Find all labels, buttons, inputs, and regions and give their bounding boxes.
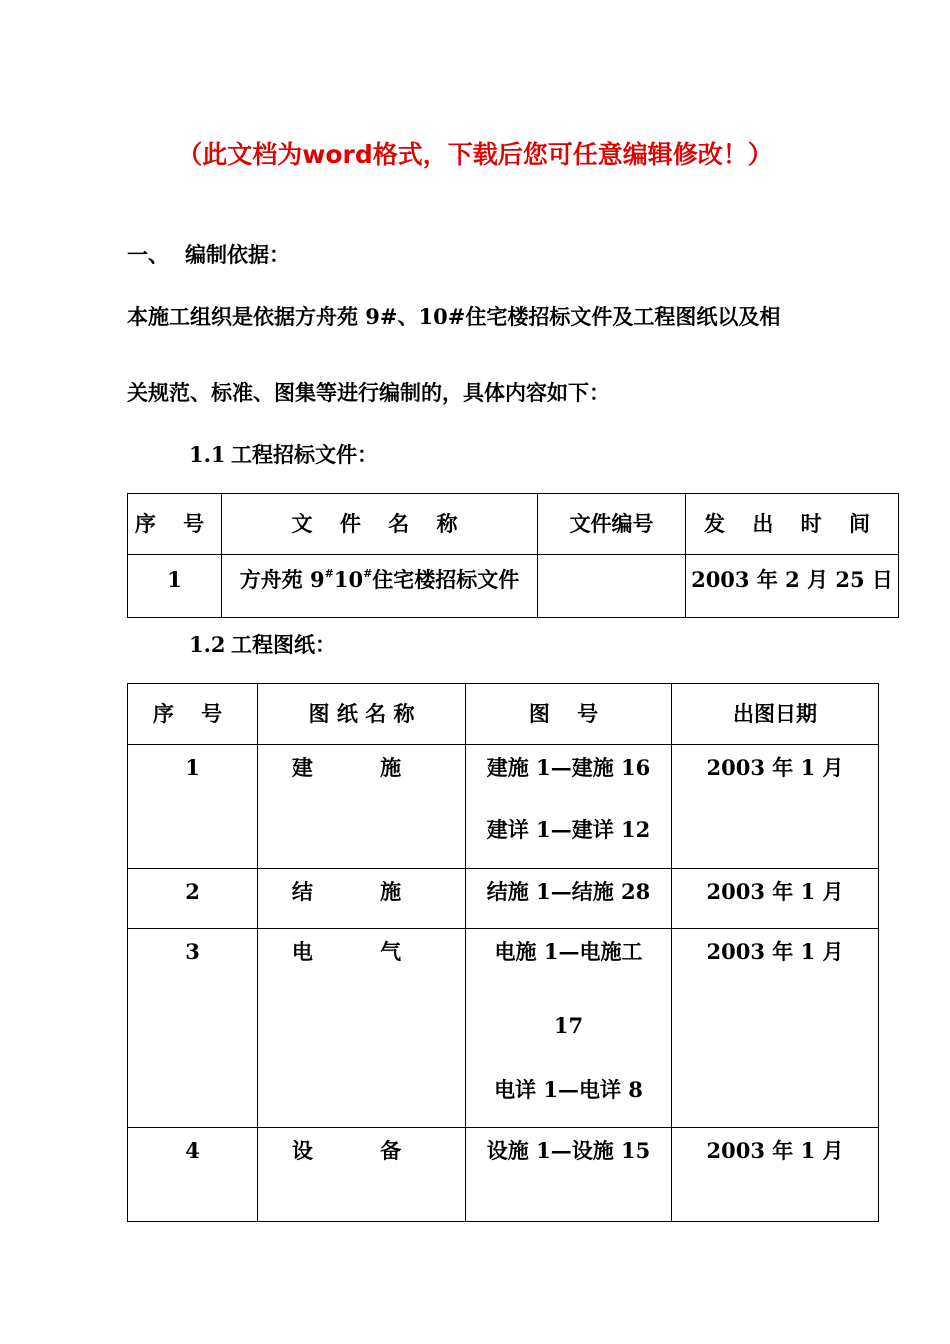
row-number: 4 xyxy=(128,1128,258,1222)
header-cell: 图 号 xyxy=(466,684,672,745)
table-row xyxy=(128,1128,879,1222)
subsection-number: 1.1 xyxy=(189,442,226,467)
intro-line-2: 关规范、标准、图集等进行编制的，具体内容如下： xyxy=(127,380,610,405)
row-number: 2 xyxy=(128,869,258,929)
issue-date: 2003 年 1 月 xyxy=(672,745,879,869)
drawing-name: 建 施 xyxy=(258,745,466,869)
table-header-row xyxy=(128,684,879,745)
drawing-name: 设 备 xyxy=(258,1128,466,1222)
drawing-number: 电施 1—电施工 17 电详 1—电详 8 xyxy=(466,929,672,1128)
table-row xyxy=(128,745,879,869)
drawing-number: 结施 1—结施 28 xyxy=(466,869,672,929)
table-row xyxy=(128,555,899,618)
header-cell: 图 纸 名 称 xyxy=(258,684,466,745)
row-number: 1 xyxy=(128,745,258,869)
section-number: 一、 xyxy=(127,242,169,267)
header-cell: 序 号 xyxy=(128,684,258,745)
issue-date: 2003 年 1 月 xyxy=(672,929,879,1128)
document-code xyxy=(538,555,686,618)
subsection-title: 工程招标文件： xyxy=(231,442,378,467)
drawing-name: 结 施 xyxy=(258,869,466,929)
table-header-row xyxy=(128,494,899,555)
header-cell: 文件编号 xyxy=(538,494,686,555)
drawing-number: 设施 1—设施 15 xyxy=(466,1128,672,1222)
drawings-table xyxy=(127,683,879,1222)
header-cell: 文 件 名 称 xyxy=(222,494,538,555)
row-number: 3 xyxy=(128,929,258,1128)
header-cell: 出图日期 xyxy=(672,684,879,745)
download-banner: （此文档为word格式，下载后您可任意编辑修改！） xyxy=(177,140,773,169)
row-number: 1 xyxy=(128,555,222,618)
document-name: 方舟苑 9#10#住宅楼招标文件 xyxy=(222,555,538,618)
header-cell: 序 号 xyxy=(128,494,222,555)
tender-documents-table xyxy=(127,493,899,618)
table-row xyxy=(128,929,879,1128)
drawing-name: 电 气 xyxy=(258,929,466,1128)
table-row xyxy=(128,869,879,929)
section-title: 编制依据： xyxy=(185,242,290,267)
section-heading xyxy=(127,240,290,270)
intro-line-1: 本施工组织是依据方舟苑 9#、10#住宅楼招标文件及工程图纸以及相 xyxy=(127,304,781,329)
drawing-number: 建施 1—建施 16 建详 1—建详 12 xyxy=(466,745,672,869)
header-cell: 发 出 时 间 xyxy=(686,494,899,555)
subsection-1-2 xyxy=(189,630,336,660)
subsection-title: 工程图纸： xyxy=(231,632,336,657)
subsection-number: 1.2 xyxy=(189,632,226,657)
subsection-1-1 xyxy=(189,440,378,470)
issue-date: 2003 年 1 月 xyxy=(672,1128,879,1222)
issue-date: 2003 年 2 月 25 日 xyxy=(686,555,899,618)
issue-date: 2003 年 1 月 xyxy=(672,869,879,929)
